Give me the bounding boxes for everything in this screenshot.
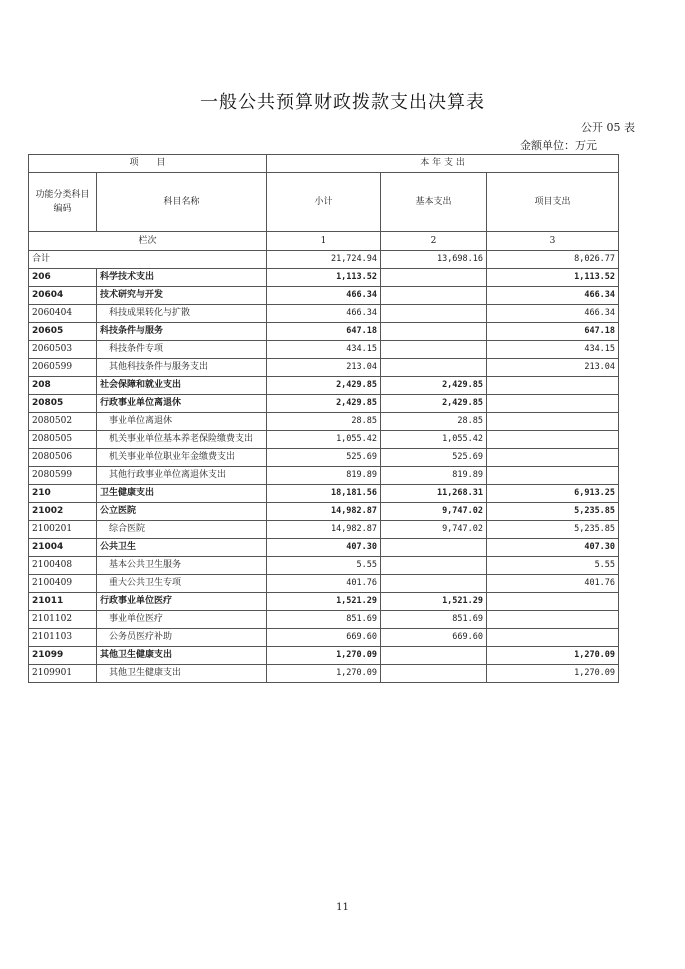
page-number: 11 bbox=[336, 902, 349, 913]
row-name: 卫生健康支出 bbox=[97, 485, 267, 503]
row-code: 2060503 bbox=[29, 341, 97, 359]
row-project bbox=[487, 377, 619, 395]
row-subtotal: 669.60 bbox=[267, 629, 381, 647]
row-project: 1,270.09 bbox=[487, 647, 619, 665]
table-row bbox=[29, 485, 619, 503]
row-subtotal: 466.34 bbox=[267, 305, 381, 323]
row-subtotal: 14,982.87 bbox=[267, 503, 381, 521]
row-code: 2080599 bbox=[29, 467, 97, 485]
row-code: 2060404 bbox=[29, 305, 97, 323]
header-basic: 基本支出 bbox=[381, 173, 487, 232]
row-subtotal: 819.89 bbox=[267, 467, 381, 485]
row-project: 401.76 bbox=[487, 575, 619, 593]
row-project: 5,235.85 bbox=[487, 503, 619, 521]
table-row bbox=[29, 323, 619, 341]
table-row bbox=[29, 395, 619, 413]
row-basic: 2,429.85 bbox=[381, 395, 487, 413]
row-basic: 851.69 bbox=[381, 611, 487, 629]
table-row bbox=[29, 647, 619, 665]
total-row bbox=[29, 251, 619, 269]
row-basic bbox=[381, 575, 487, 593]
expenditure-table bbox=[28, 154, 619, 683]
row-basic bbox=[381, 341, 487, 359]
table-code: 公开 05 表 bbox=[581, 121, 635, 134]
table-row bbox=[29, 449, 619, 467]
row-basic bbox=[381, 359, 487, 377]
table-row bbox=[29, 467, 619, 485]
header-row-1 bbox=[29, 155, 619, 173]
row-name: 其他卫生健康支出 bbox=[97, 665, 267, 683]
row-subtotal: 213.04 bbox=[267, 359, 381, 377]
row-name: 科技成果转化与扩散 bbox=[97, 305, 267, 323]
row-project: 5,235.85 bbox=[487, 521, 619, 539]
header-row-2 bbox=[29, 173, 619, 232]
row-name: 行政事业单位医疗 bbox=[97, 593, 267, 611]
row-name: 其他行政事业单位离退休支出 bbox=[97, 467, 267, 485]
amount-unit: 金额单位：万元 bbox=[520, 139, 597, 152]
row-subtotal: 1,270.09 bbox=[267, 665, 381, 683]
row-project bbox=[487, 611, 619, 629]
header-func-code: 功能分类科目编码 bbox=[29, 173, 97, 232]
row-name: 公务员医疗补助 bbox=[97, 629, 267, 647]
header-col1: 1 bbox=[267, 232, 381, 251]
row-name: 基本公共卫生服务 bbox=[97, 557, 267, 575]
row-basic bbox=[381, 269, 487, 287]
header-col3: 3 bbox=[487, 232, 619, 251]
row-basic: 2,429.85 bbox=[381, 377, 487, 395]
header-subtotal: 小计 bbox=[267, 173, 381, 232]
row-basic bbox=[381, 557, 487, 575]
row-code: 2080502 bbox=[29, 413, 97, 431]
row-code: 21099 bbox=[29, 647, 97, 665]
row-project bbox=[487, 593, 619, 611]
row-basic: 1,521.29 bbox=[381, 593, 487, 611]
table-row bbox=[29, 629, 619, 647]
row-name: 科学技术支出 bbox=[97, 269, 267, 287]
row-code: 208 bbox=[29, 377, 97, 395]
row-subtotal: 14,982.87 bbox=[267, 521, 381, 539]
row-project: 434.15 bbox=[487, 341, 619, 359]
row-basic bbox=[381, 665, 487, 683]
row-name: 公共卫生 bbox=[97, 539, 267, 557]
table-row bbox=[29, 593, 619, 611]
row-code: 21002 bbox=[29, 503, 97, 521]
row-subtotal: 401.76 bbox=[267, 575, 381, 593]
row-name: 机关事业单位基本养老保险缴费支出 bbox=[97, 431, 267, 449]
table-row bbox=[29, 377, 619, 395]
table-row bbox=[29, 665, 619, 683]
header-column-index: 栏次 bbox=[29, 232, 267, 251]
row-name: 其他卫生健康支出 bbox=[97, 647, 267, 665]
row-project bbox=[487, 629, 619, 647]
row-basic bbox=[381, 287, 487, 305]
row-code: 2060599 bbox=[29, 359, 97, 377]
table-row bbox=[29, 269, 619, 287]
row-basic: 1,055.42 bbox=[381, 431, 487, 449]
row-project bbox=[487, 413, 619, 431]
row-code: 20605 bbox=[29, 323, 97, 341]
table-row bbox=[29, 503, 619, 521]
table-row bbox=[29, 359, 619, 377]
table-row bbox=[29, 611, 619, 629]
header-subject-name: 科目名称 bbox=[97, 173, 267, 232]
row-basic: 28.85 bbox=[381, 413, 487, 431]
row-code: 2100409 bbox=[29, 575, 97, 593]
row-subtotal: 28.85 bbox=[267, 413, 381, 431]
row-code: 2101102 bbox=[29, 611, 97, 629]
row-project bbox=[487, 395, 619, 413]
row-subtotal: 1,113.52 bbox=[267, 269, 381, 287]
header-row-3 bbox=[29, 232, 619, 251]
total-label: 合计 bbox=[29, 251, 267, 269]
row-code: 2101103 bbox=[29, 629, 97, 647]
row-basic bbox=[381, 539, 487, 557]
row-subtotal: 407.30 bbox=[267, 539, 381, 557]
row-basic: 9,747.02 bbox=[381, 521, 487, 539]
row-basic: 819.89 bbox=[381, 467, 487, 485]
row-basic bbox=[381, 647, 487, 665]
row-name: 其他科技条件与服务支出 bbox=[97, 359, 267, 377]
row-code: 2080505 bbox=[29, 431, 97, 449]
row-project bbox=[487, 467, 619, 485]
row-code: 206 bbox=[29, 269, 97, 287]
row-name: 重大公共卫生专项 bbox=[97, 575, 267, 593]
row-project: 1,270.09 bbox=[487, 665, 619, 683]
header-item: 项 目 bbox=[29, 155, 267, 173]
row-subtotal: 5.55 bbox=[267, 557, 381, 575]
row-subtotal: 2,429.85 bbox=[267, 395, 381, 413]
row-subtotal: 466.34 bbox=[267, 287, 381, 305]
row-code: 21004 bbox=[29, 539, 97, 557]
row-project: 647.18 bbox=[487, 323, 619, 341]
table-row bbox=[29, 539, 619, 557]
row-subtotal: 434.15 bbox=[267, 341, 381, 359]
total-project: 8,026.77 bbox=[487, 251, 619, 269]
table-row bbox=[29, 305, 619, 323]
row-subtotal: 647.18 bbox=[267, 323, 381, 341]
row-subtotal: 2,429.85 bbox=[267, 377, 381, 395]
table-row bbox=[29, 341, 619, 359]
table-row bbox=[29, 431, 619, 449]
row-basic bbox=[381, 305, 487, 323]
table-row bbox=[29, 575, 619, 593]
header-col2: 2 bbox=[381, 232, 487, 251]
row-subtotal: 851.69 bbox=[267, 611, 381, 629]
row-code: 2100408 bbox=[29, 557, 97, 575]
row-name: 行政事业单位离退休 bbox=[97, 395, 267, 413]
row-basic: 9,747.02 bbox=[381, 503, 487, 521]
row-project bbox=[487, 431, 619, 449]
row-name: 机关事业单位职业年金缴费支出 bbox=[97, 449, 267, 467]
row-name: 技术研究与开发 bbox=[97, 287, 267, 305]
row-code: 21011 bbox=[29, 593, 97, 611]
row-name: 事业单位离退休 bbox=[97, 413, 267, 431]
row-project: 1,113.52 bbox=[487, 269, 619, 287]
header-project: 项目支出 bbox=[487, 173, 619, 232]
row-code: 20805 bbox=[29, 395, 97, 413]
table-row bbox=[29, 521, 619, 539]
row-name: 科技条件专项 bbox=[97, 341, 267, 359]
row-project: 213.04 bbox=[487, 359, 619, 377]
row-name: 社会保障和就业支出 bbox=[97, 377, 267, 395]
row-code: 210 bbox=[29, 485, 97, 503]
row-code: 2100201 bbox=[29, 521, 97, 539]
row-basic bbox=[381, 323, 487, 341]
row-code: 2109901 bbox=[29, 665, 97, 683]
table-row bbox=[29, 287, 619, 305]
total-basic: 13,698.16 bbox=[381, 251, 487, 269]
row-name: 科技条件与服务 bbox=[97, 323, 267, 341]
row-project: 407.30 bbox=[487, 539, 619, 557]
row-basic: 525.69 bbox=[381, 449, 487, 467]
row-code: 20604 bbox=[29, 287, 97, 305]
row-subtotal: 1,270.09 bbox=[267, 647, 381, 665]
row-basic: 11,268.31 bbox=[381, 485, 487, 503]
table-row bbox=[29, 557, 619, 575]
row-project bbox=[487, 449, 619, 467]
row-project: 466.34 bbox=[487, 305, 619, 323]
header-current-year: 本 年 支 出 bbox=[267, 155, 619, 173]
row-project: 466.34 bbox=[487, 287, 619, 305]
row-name: 综合医院 bbox=[97, 521, 267, 539]
row-project: 5.55 bbox=[487, 557, 619, 575]
row-subtotal: 18,181.56 bbox=[267, 485, 381, 503]
total-subtotal: 21,724.94 bbox=[267, 251, 381, 269]
row-subtotal: 1,055.42 bbox=[267, 431, 381, 449]
row-basic: 669.60 bbox=[381, 629, 487, 647]
row-subtotal: 525.69 bbox=[267, 449, 381, 467]
row-code: 2080506 bbox=[29, 449, 97, 467]
table-row bbox=[29, 413, 619, 431]
row-name: 事业单位医疗 bbox=[97, 611, 267, 629]
row-name: 公立医院 bbox=[97, 503, 267, 521]
document-title: 一般公共预算财政拨款支出决算表 bbox=[200, 92, 485, 113]
row-subtotal: 1,521.29 bbox=[267, 593, 381, 611]
row-project: 6,913.25 bbox=[487, 485, 619, 503]
